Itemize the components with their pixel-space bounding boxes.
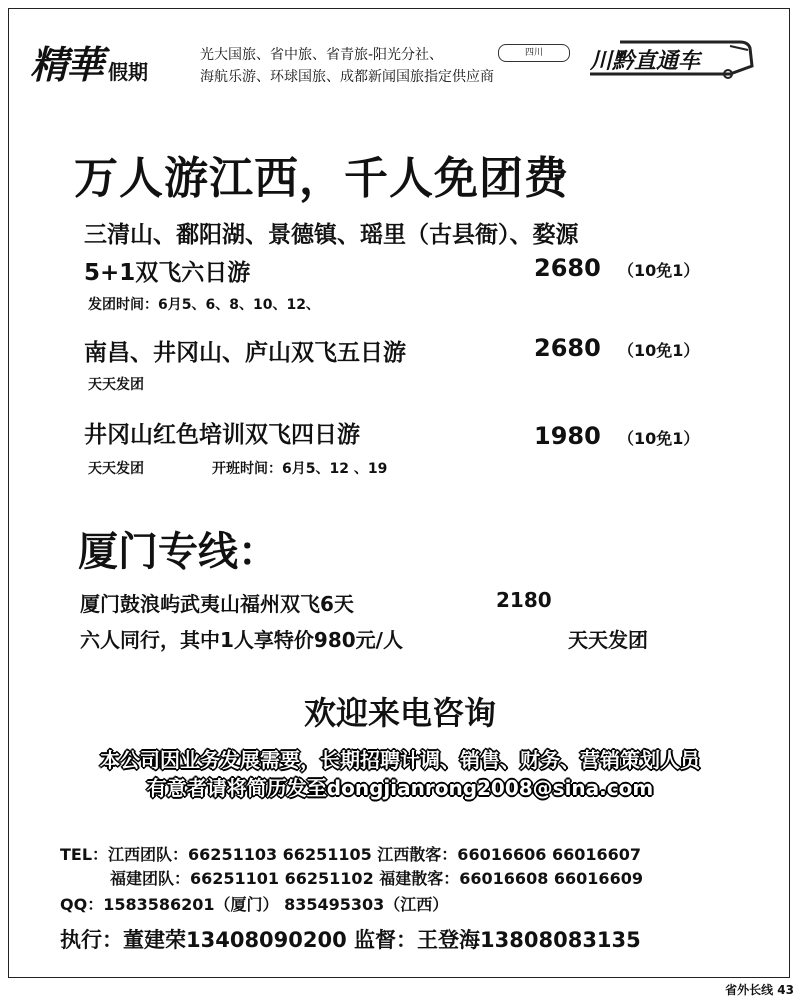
tour-3-price: 1980	[534, 422, 601, 450]
page-headline: 万人游江西，千人免团费	[74, 153, 569, 204]
xiamen-heading: 厦门专线：	[78, 529, 278, 575]
tour-2-title: 南昌、井冈山、庐山双飞五日游	[84, 340, 406, 366]
tour-2-price: 2680	[534, 334, 601, 362]
tel-line-2: 福建团队：66251101 66251102 福建散客：66016608 66016609	[110, 869, 643, 888]
xiamen-line-1-price: 2180	[496, 588, 552, 612]
tour-3-title: 井冈山红色培训双飞四日游	[84, 422, 360, 448]
tour-3-note: 天天发团	[88, 461, 144, 477]
tour-3-discount: （10免1）	[618, 429, 700, 448]
brand-logo-sub: 假期	[108, 60, 148, 84]
brand-logo: 精華	[30, 42, 103, 87]
tour-1-price: 2680	[534, 254, 601, 282]
xiamen-line-2-note: 天天发团	[568, 628, 648, 652]
welcome-heading: 欢迎来电咨询	[303, 694, 496, 732]
xiamen-line-1: 厦门鼓浪屿武夷山福州双飞6天	[80, 592, 354, 616]
page-identifier: 省外长线 43	[725, 983, 794, 997]
tour-1-discount: （10免1）	[618, 261, 700, 280]
tour-1-title-line2: 5+1双飞六日游	[84, 260, 251, 286]
agents-line-2: 海航乐游、环球国旅、成都新闻国旅指定供应商	[200, 69, 494, 85]
agents-line-1: 光大国旅、省中旅、省青旅-阳光分社、	[200, 47, 444, 63]
tour-1-title-line1: 三清山、鄱阳湖、景德镇、瑶里（古县衙）、婺源	[84, 222, 579, 248]
qq-line: QQ：1583586201（厦门） 835495303（江西）	[60, 895, 449, 914]
xiamen-line-2: 六人同行，其中1人享特价980元/人	[80, 628, 403, 652]
agents-list	[200, 44, 494, 88]
tour-2-discount: （10免1）	[618, 341, 700, 360]
tour-2-note: 天天发团	[88, 377, 144, 393]
partner-badge: 四川	[498, 44, 570, 62]
hiring-line-2: 有意者请将简历发至dongjianrong2008@sina.com	[146, 776, 654, 800]
tour-1-note: 发团时间：6月5、6、8、10、12、	[88, 297, 320, 313]
tel-line-1: TEL：江西团队：66251103 66251105 江西散客：66016606 66016607	[60, 845, 642, 864]
staff-contacts: 执行：董建荣13408090200 监督：王登海13808083135	[60, 928, 641, 952]
tour-3-note-2: 开班时间：6月5、12 、19	[212, 461, 388, 477]
bus-route-title: 川黔直通车	[590, 49, 701, 74]
hiring-line-1: 本公司因业务发展需要，长期招聘计调、销售、财务、营销策划人员	[100, 748, 700, 772]
